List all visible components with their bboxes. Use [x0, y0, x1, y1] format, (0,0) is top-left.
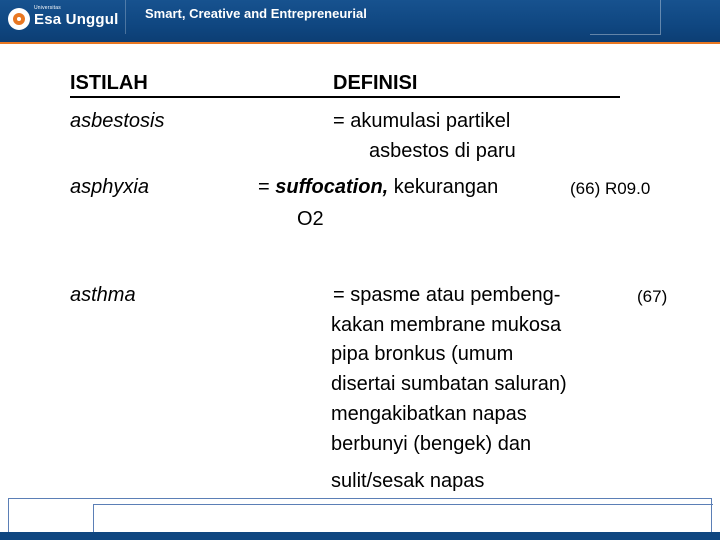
- logo-small-text: Universitas: [34, 5, 61, 11]
- footer-frame-inner: [93, 504, 713, 532]
- header-accent-line: [0, 42, 720, 44]
- definition-emphasis: suffocation,: [275, 176, 389, 198]
- definition-line: kakan membrane mukosa: [331, 314, 562, 336]
- definition-line: disertai sumbatan saluran): [331, 373, 567, 395]
- term-asbestosis: asbestosis: [70, 110, 165, 132]
- logo-emblem-icon: [8, 8, 30, 30]
- definition-line: pipa bronkus (umum: [331, 343, 514, 365]
- definition-line: sulit/sesak napas: [331, 470, 485, 492]
- column-header-definition: DEFINISI: [333, 72, 418, 94]
- term-asphyxia: asphyxia: [70, 176, 149, 198]
- header-banner: [0, 0, 720, 44]
- term-asthma: asthma: [70, 284, 136, 306]
- reference-code: (66) R09.0: [570, 179, 651, 198]
- header-frame-right: [590, 0, 661, 35]
- definition-line: O2: [297, 208, 324, 230]
- logo-text: Esa Unggul: [34, 10, 119, 28]
- column-header-term: ISTILAH: [70, 72, 148, 94]
- reference-code: (67): [637, 287, 668, 306]
- definition-prefix: =: [258, 176, 276, 198]
- definition-line: = akumulasi partikel: [333, 110, 511, 132]
- tagline: Smart, Creative and Entrepreneurial: [145, 6, 367, 21]
- definition-line: [258, 174, 498, 200]
- definition-line: asbestos di paru: [369, 140, 516, 162]
- definition-line: = spasme atau pembeng-: [333, 284, 561, 306]
- university-logo: [8, 7, 119, 31]
- definition-line: mengakibatkan napas: [331, 403, 527, 425]
- definition-rest: kekurangan: [388, 176, 499, 198]
- header-underline: [70, 96, 620, 98]
- footer-bar: [0, 532, 720, 540]
- definition-line: berbunyi (bengek) dan: [331, 433, 532, 455]
